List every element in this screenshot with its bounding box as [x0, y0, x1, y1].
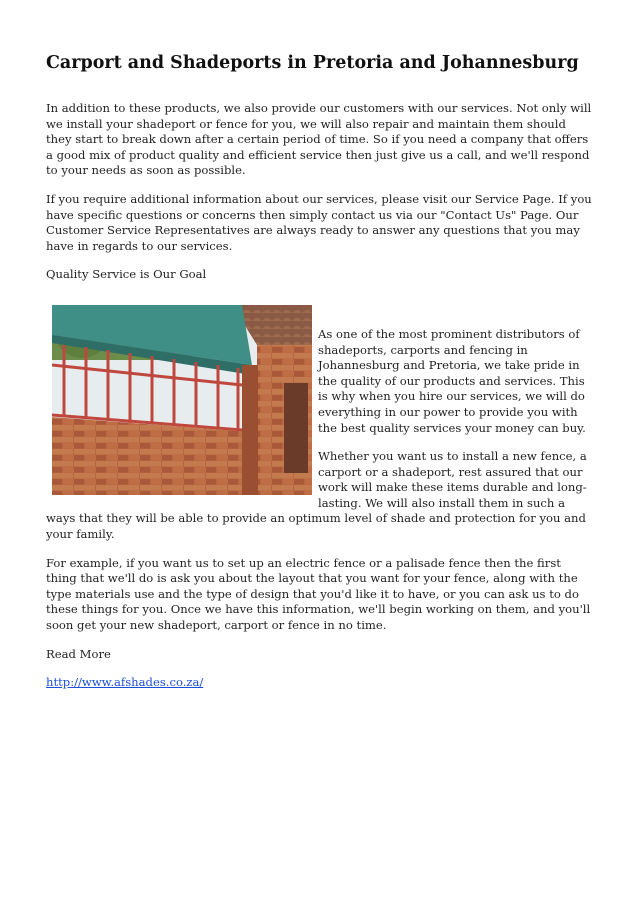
figure-paragraph-1: As one of the most prominent distributors of shadeports, carports and fencing in Johannesburg and Pretoria, we take pride in the quality of our products and services. This is why when you hire our services, we will do everything in our power to provide you with the best quality services your money can buy. [318, 326, 586, 435]
document-page [46, 52, 594, 704]
link-paragraph [46, 675, 594, 691]
intro-paragraph-2: If you require additional information about our services, please visit our Service Page. If you have specific questions or concerns then simply contact us via our "Contact Us" Page. Our Customer Service Representatives are always ready to answer any questions that you may have in regards to our services. [46, 191, 592, 253]
document-title: Carport and Shadeports in Pretoria and Johannesburg [46, 53, 579, 73]
figure-block [46, 305, 594, 556]
carport-fence-photo [52, 305, 312, 495]
brick-wall-fence-image [52, 305, 312, 495]
closing-paragraph-1: For example, if you want us to set up an electric fence or a palisade fence then the first thing that we'll do is ask you about the layout that you want for your fence, along with the type materials use and the type of design that you'd like it to have, or you can ask us to do these things for you. Once we have this information, we'll begin working on them, and you'll soon get your new shadeport, carport or fence in no time. [46, 555, 591, 633]
website-link[interactable]: http://www.afshades.co.za/ [46, 675, 204, 690]
read-more-text: Read More [46, 646, 111, 661]
figure-paragraph-2: Whether you want us to install a new fence, a carport or a shadeport, rest assured that our work will make these items durable and long-lasting. We will also install them in such a ways that they will be able to provide an optimum level of shade and protection for you and your family. [46, 449, 587, 542]
section-heading-quality: Quality Service is Our Goal [46, 267, 207, 282]
intro-paragraph-1: In addition to these products, we also provide our customers with our services. Not only will we install your shadeport or fence for you, we will also repair and maintain them should they start to break down after a certain period of time. So if you need a company that offers a good mix of product quality and efficient service then just give us a call, and we'll respond to your needs as soon as possible. [46, 101, 592, 178]
